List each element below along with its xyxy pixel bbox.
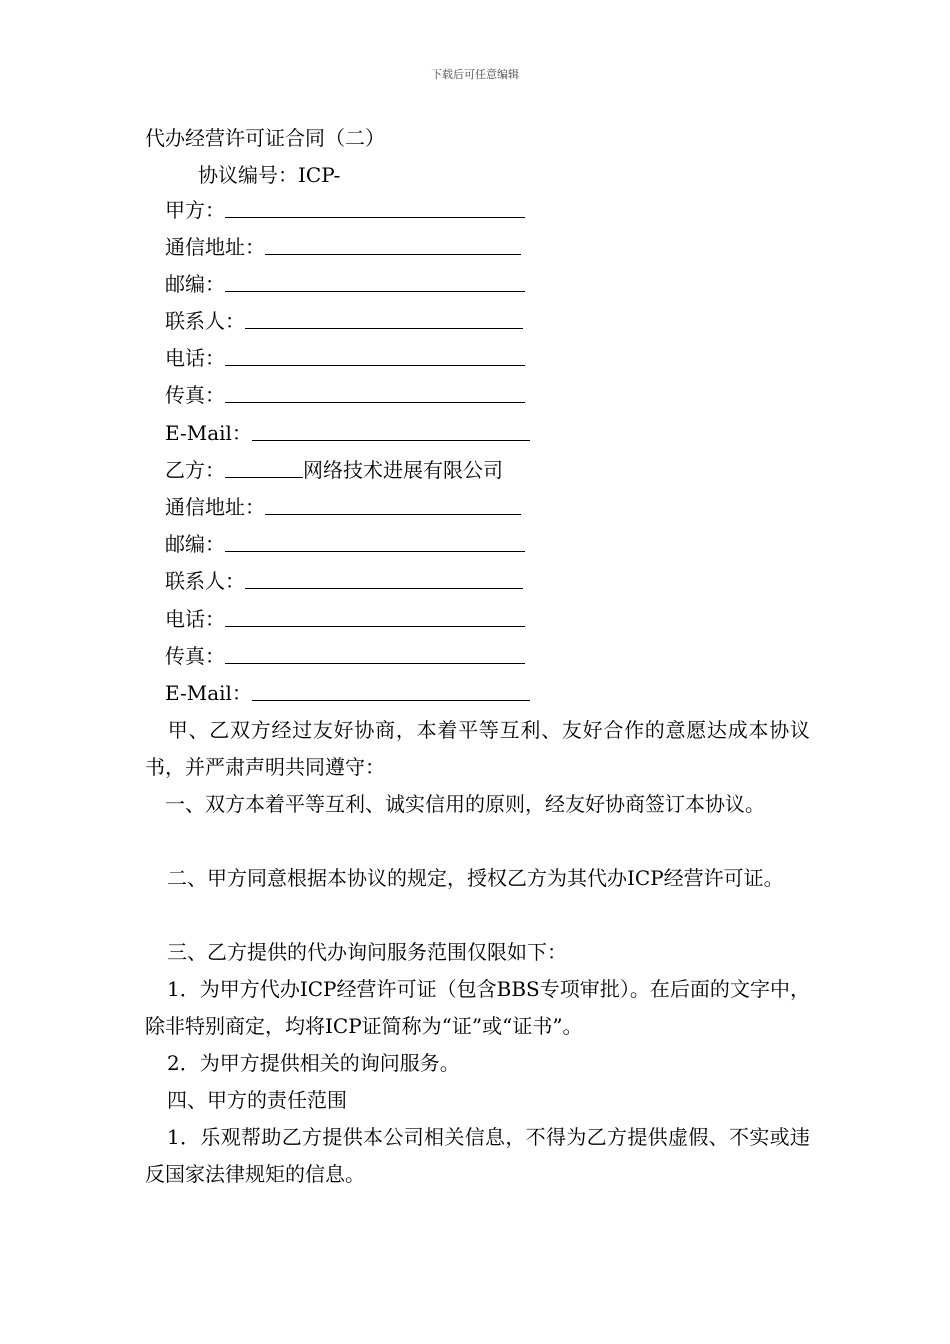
party-a-fax-field (165, 380, 525, 410)
clause-4-text: 四、甲方的责任范围 (167, 1088, 347, 1112)
agreement-number: 协议编号：ICP- (198, 163, 341, 187)
party-b-fax-blank (225, 641, 525, 664)
clause-4-1-text: 1．乐观帮助乙方提供本公司相关信息，不得为乙方提供虚假、不实或违反国家法律规矩的信息。 (145, 1125, 810, 1186)
clause-3 (145, 934, 810, 971)
party-b-contact-field (165, 566, 523, 596)
party-a-fax-label: 传真： (165, 383, 225, 407)
party-a-email-blank (252, 418, 530, 441)
party-b-name-label: 乙方： (165, 458, 225, 482)
party-b-postcode-label: 邮编： (165, 532, 225, 556)
party-b-name-field (165, 455, 503, 485)
clause-4 (145, 1082, 810, 1119)
party-b-address-field (165, 492, 521, 522)
clause-3-2 (145, 1045, 810, 1082)
party-a-name-field (165, 195, 525, 225)
party-b-contact-blank (245, 566, 523, 589)
party-a-phone-label: 电话： (165, 346, 225, 370)
party-b-email-label: E-Mail： (165, 681, 252, 705)
party-a-contact-label: 联系人： (165, 309, 245, 333)
party-a-address-field (165, 232, 521, 262)
party-a-email-field (165, 418, 530, 448)
clause-4-1 (145, 1119, 810, 1193)
party-a-address-label: 通信地址： (165, 235, 265, 259)
party-b-contact-label: 联系人： (165, 569, 245, 593)
clause-1-text: 一、双方本着平等互利、诚实信用的原则，经友好协商签订本协议。 (165, 792, 765, 816)
party-a-name-blank (225, 195, 525, 218)
party-a-contact-blank (245, 306, 523, 329)
party-a-phone-blank (225, 343, 525, 366)
clause-1 (145, 786, 810, 823)
party-b-fax-label: 传真： (165, 644, 225, 668)
clause-2 (145, 860, 810, 897)
party-a-postcode-blank (225, 269, 525, 292)
party-b-email-blank (252, 678, 530, 701)
party-a-postcode-label: 邮编： (165, 272, 225, 296)
clause-3-text: 三、乙方提供的代办询问服务范围仅限如下： (167, 940, 567, 964)
party-a-phone-field (165, 343, 525, 373)
clause-3-2-text: 2．为甲方提供相关的询问服务。 (167, 1051, 460, 1075)
party-b-postcode-blank (225, 529, 525, 552)
party-a-postcode-field (165, 269, 525, 299)
party-b-postcode-field (165, 529, 525, 559)
party-a-name-label: 甲方： (165, 198, 225, 222)
party-b-fax-field (165, 641, 525, 671)
clause-3-1-text: 1．为甲方代办ICP经营许可证（包含BBS专项审批）。在后面的文字中，除非特别商定，均将ICP证简称为“证”或“证书”。 (145, 977, 810, 1038)
intro-paragraph (145, 712, 810, 786)
party-a-contact-field (165, 306, 523, 336)
party-b-phone-field (165, 604, 525, 634)
party-b-phone-blank (225, 604, 525, 627)
party-a-fax-blank (225, 380, 525, 403)
party-b-name-blank (225, 455, 303, 478)
clause-3-1 (145, 971, 810, 1045)
document-title: 代办经营许可证合同（二） (145, 126, 385, 150)
party-b-address-blank (265, 492, 521, 515)
party-b-phone-label: 电话： (165, 607, 225, 631)
party-a-address-blank (265, 232, 521, 255)
intro-text: 甲、乙双方经过友好协商，本着平等互利、友好合作的意愿达成本协议书，并严肃声明共同遵守： (145, 718, 810, 779)
party-a-email-label: E-Mail： (165, 421, 252, 445)
page-header: 下载后可任意编辑 (431, 68, 519, 81)
party-b-company-suffix: 网络技术进展有限公司 (303, 458, 503, 482)
clause-2-text: 二、甲方同意根据本协议的规定，授权乙方为其代办ICP经营许可证。 (167, 866, 784, 890)
party-b-address-label: 通信地址： (165, 495, 265, 519)
party-b-email-field (165, 678, 530, 708)
